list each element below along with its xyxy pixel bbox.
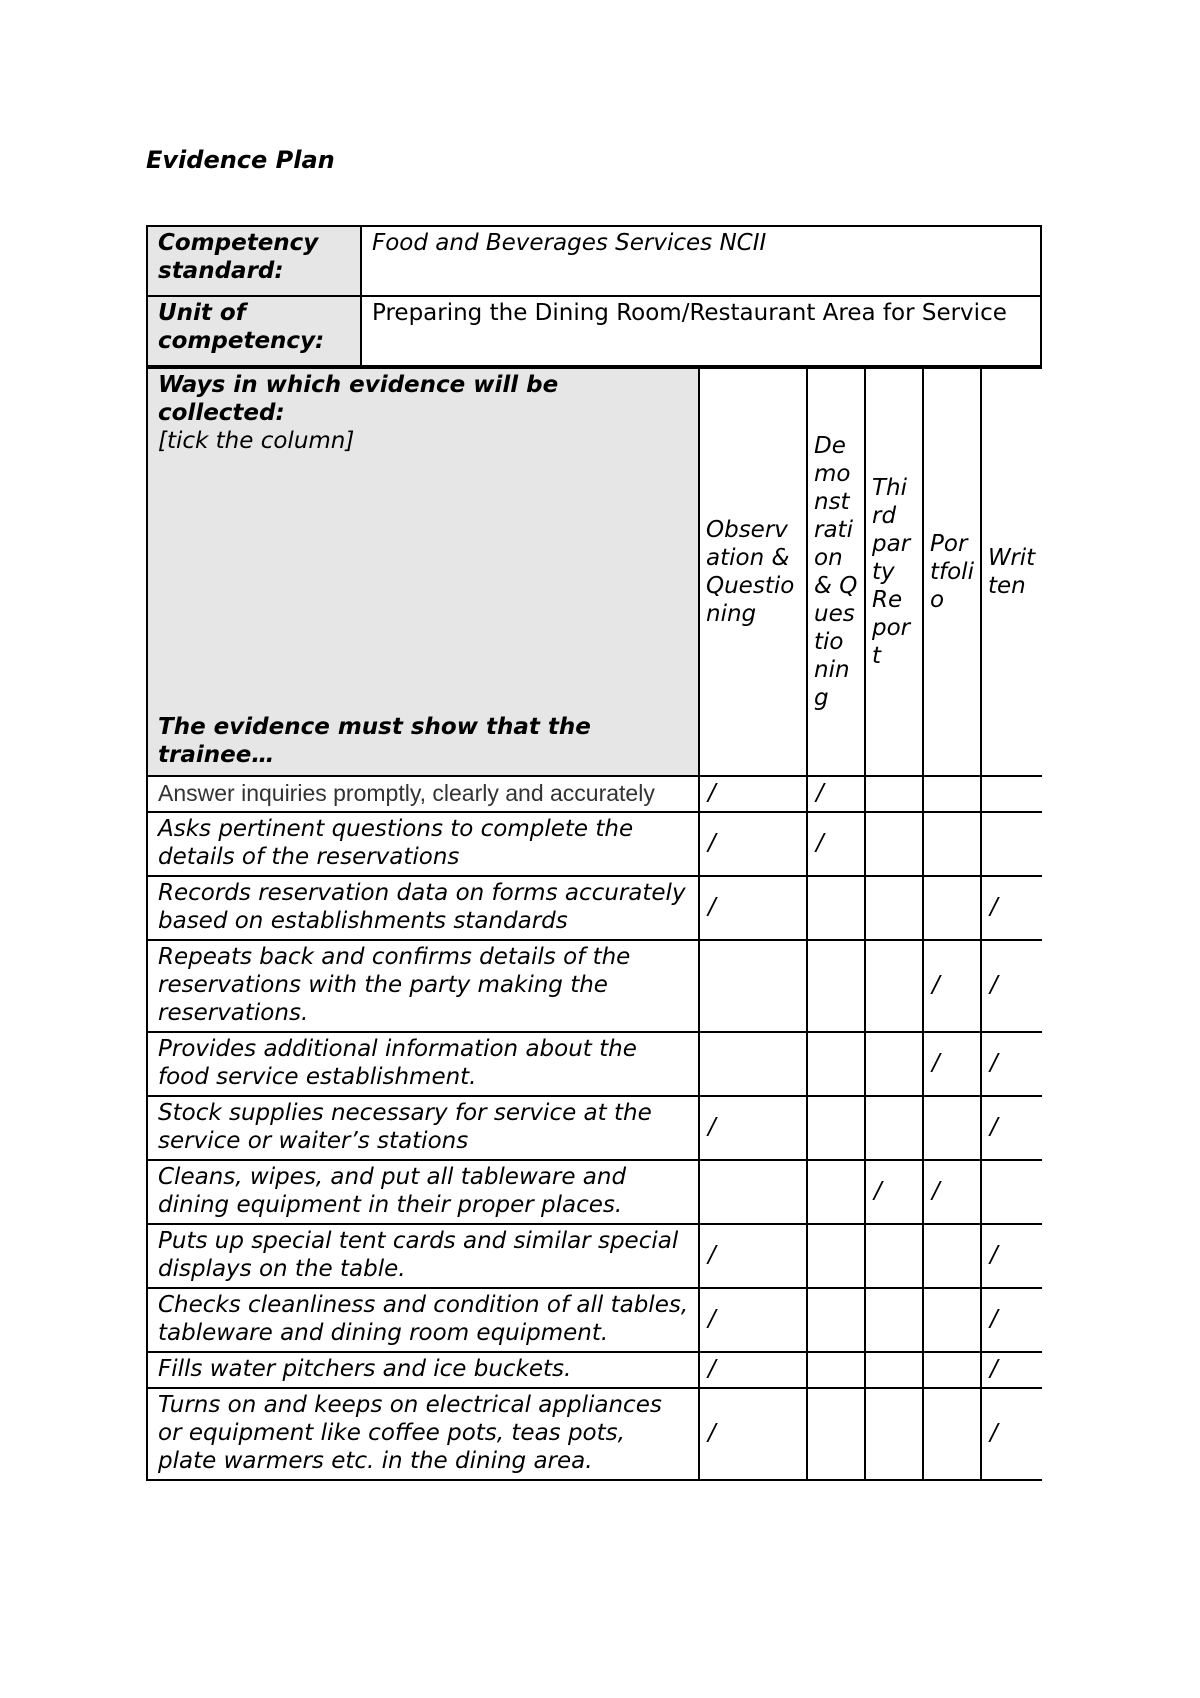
tick-mark: / xyxy=(932,1050,940,1076)
tick-mark: / xyxy=(932,972,940,998)
competency-standard-value: Food and Beverages Services NCII xyxy=(361,226,1041,296)
tick-cell xyxy=(807,1096,865,1160)
tick-cell xyxy=(865,940,923,1032)
criterion-text: Stock supplies necessary for service at the service or waiter’s stations xyxy=(147,1096,699,1160)
criterion-text: Fills water pitchers and ice buckets. xyxy=(147,1352,699,1388)
tick-cell xyxy=(699,812,807,876)
ways-label: Ways in which evidence will be collected: xyxy=(158,372,559,426)
tick-cell xyxy=(865,876,923,940)
tick-cell xyxy=(981,940,1042,1032)
criterion-text: Checks cleanliness and condition of all tables, tableware and dining room equipment. xyxy=(147,1288,699,1352)
criterion-text: Puts up special tent cards and similar special displays on the table. xyxy=(147,1224,699,1288)
tick-mark: / xyxy=(708,780,716,806)
tick-cell xyxy=(981,1288,1042,1352)
tick-cell xyxy=(865,1160,923,1224)
competency-standard-label: Competency standard: xyxy=(147,226,361,296)
tick-mark: / xyxy=(990,1242,998,1268)
tick-cell xyxy=(807,1288,865,1352)
tick-cell xyxy=(981,812,1042,876)
tick-mark: / xyxy=(990,1114,998,1140)
tick-cell xyxy=(981,776,1042,812)
tick-cell xyxy=(981,1160,1042,1224)
table-row xyxy=(147,1288,1042,1352)
tick-cell xyxy=(807,1032,865,1096)
table-row xyxy=(147,1352,1042,1388)
table-row xyxy=(147,1388,1042,1480)
evidence-matrix xyxy=(146,367,1042,1481)
tick-cell xyxy=(699,940,807,1032)
tick-cell xyxy=(865,1096,923,1160)
tick-mark: / xyxy=(990,1050,998,1076)
tick-cell xyxy=(923,1224,981,1288)
tick-cell xyxy=(865,1032,923,1096)
column-header-demonstration: Demonstration & Questioning xyxy=(807,368,865,776)
tick-cell xyxy=(865,1388,923,1480)
tick-cell xyxy=(923,940,981,1032)
column-header-third-party: Third party Report xyxy=(865,368,923,776)
tick-cell xyxy=(807,1160,865,1224)
table-row xyxy=(147,1096,1042,1160)
tick-cell xyxy=(923,876,981,940)
tick-cell xyxy=(981,1352,1042,1388)
tick-mark: / xyxy=(816,830,824,856)
unit-of-competency-label: Unit of competency: xyxy=(147,296,361,366)
tick-mark: / xyxy=(990,894,998,920)
criterion-text: Provides additional information about the food service establishment. xyxy=(147,1032,699,1096)
column-header-observation: Observation & Questioning xyxy=(699,368,807,776)
criterion-text: Turns on and keeps on electrical appliances or equipment like coffee pots, teas pots, plate warmers etc. in the dining area. xyxy=(147,1388,699,1480)
table-row xyxy=(147,876,1042,940)
tick-cell xyxy=(981,1032,1042,1096)
tick-cell xyxy=(699,1288,807,1352)
evidence-plan-table xyxy=(146,225,1042,1627)
tick-cell xyxy=(981,1096,1042,1160)
table-row xyxy=(147,812,1042,876)
criterion-text: Asks pertinent questions to complete the details of the reservations xyxy=(147,812,699,876)
tick-cell xyxy=(923,1288,981,1352)
tick-mark: / xyxy=(708,894,716,920)
evidence-header-cell xyxy=(147,368,699,776)
tick-cell xyxy=(807,1352,865,1388)
tick-cell xyxy=(923,1388,981,1480)
criterion-text: Repeats back and confirms details of the reservations with the party making the reservations. xyxy=(147,940,699,1032)
tick-cell xyxy=(923,1352,981,1388)
tick-cell xyxy=(699,1224,807,1288)
tick-mark: / xyxy=(990,972,998,998)
table-row xyxy=(147,940,1042,1032)
page-title: Evidence Plan xyxy=(146,146,335,174)
criterion-text: Answer inquiries promptly, clearly and accurately xyxy=(147,776,699,812)
tick-cell xyxy=(865,776,923,812)
tick-cell xyxy=(865,812,923,876)
table-row xyxy=(147,1032,1042,1096)
tick-mark: / xyxy=(708,1420,716,1446)
tick-cell xyxy=(923,776,981,812)
tick-cell xyxy=(981,1388,1042,1480)
tick-cell xyxy=(865,1224,923,1288)
column-header-written: Written xyxy=(981,368,1042,776)
tick-cell xyxy=(699,1352,807,1388)
unit-of-competency-value: Preparing the Dining Room/Restaurant Area for Service xyxy=(361,296,1041,366)
tick-mark: / xyxy=(932,1178,940,1204)
tick-cell xyxy=(923,1096,981,1160)
tick-cell xyxy=(807,812,865,876)
criterion-text: Records reservation data on forms accurately based on establishments standards xyxy=(147,876,699,940)
tick-cell xyxy=(923,812,981,876)
tick-mark: / xyxy=(990,1306,998,1332)
must-show-label: The evidence must show that the trainee… xyxy=(158,714,591,768)
tick-cell xyxy=(981,1224,1042,1288)
tick-mark: / xyxy=(708,1356,716,1382)
tick-cell xyxy=(699,1032,807,1096)
tick-mark: / xyxy=(816,780,824,806)
tick-cell xyxy=(865,1288,923,1352)
tick-mark: / xyxy=(708,1306,716,1332)
tick-cell xyxy=(923,1160,981,1224)
criterion-text: Cleans, wipes, and put all tableware and dining equipment in their proper places. xyxy=(147,1160,699,1224)
tick-cell xyxy=(807,940,865,1032)
tick-cell xyxy=(699,1160,807,1224)
tick-cell xyxy=(807,1224,865,1288)
table-row xyxy=(147,1224,1042,1288)
tick-cell xyxy=(807,776,865,812)
table-row xyxy=(147,1160,1042,1224)
tick-mark: / xyxy=(708,1242,716,1268)
tick-cell xyxy=(699,1096,807,1160)
tick-cell xyxy=(699,876,807,940)
competency-info-table xyxy=(146,225,1042,367)
tick-mark: / xyxy=(990,1356,998,1382)
tick-mark: / xyxy=(990,1420,998,1446)
tick-cell xyxy=(865,1352,923,1388)
evidence-rows xyxy=(147,776,1042,1480)
tick-hint: [tick the column] xyxy=(158,428,355,454)
column-header-portfolio: Portfolio xyxy=(923,368,981,776)
tick-cell xyxy=(699,1388,807,1480)
tick-mark: / xyxy=(708,830,716,856)
tick-mark: / xyxy=(874,1178,882,1204)
tick-cell xyxy=(699,776,807,812)
table-row xyxy=(147,776,1042,812)
tick-cell xyxy=(923,1032,981,1096)
tick-cell xyxy=(807,876,865,940)
tick-cell xyxy=(981,876,1042,940)
tick-cell xyxy=(807,1388,865,1480)
tick-mark: / xyxy=(708,1114,716,1140)
